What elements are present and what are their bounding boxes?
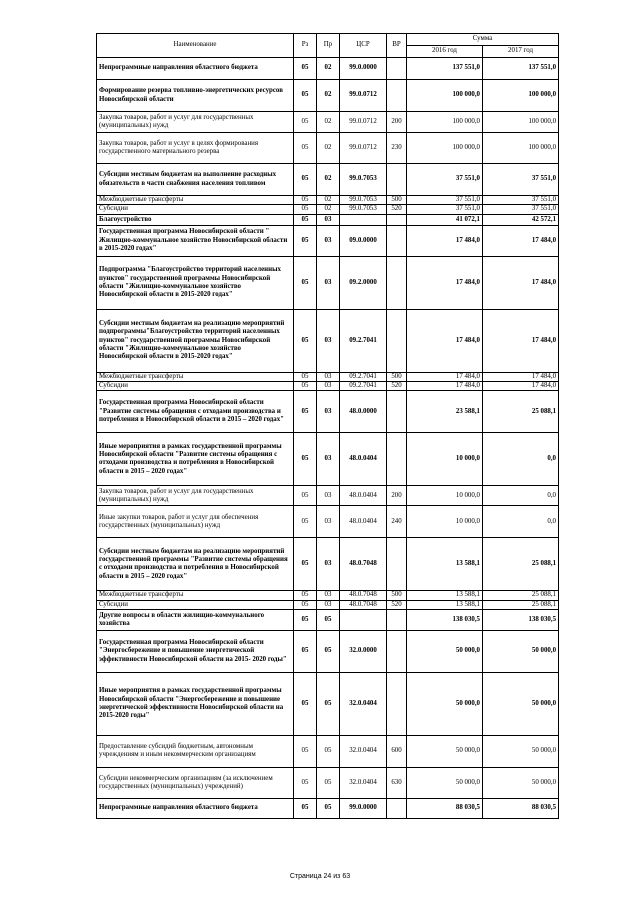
cell-csr: 48.0.7048 (340, 600, 387, 609)
cell-csr: 99.0.0000 (340, 798, 387, 818)
cell-vr (387, 798, 407, 818)
cell-name: Субсидии (97, 382, 294, 391)
cell-csr: 32.0.0404 (340, 767, 387, 798)
table-row (97, 205, 559, 214)
cell-sum-2016: 50 000,0 (407, 735, 483, 767)
table-row (97, 256, 559, 309)
cell-rz: 05 (294, 256, 317, 309)
header-pr: Пр (317, 34, 340, 58)
cell-sum-2016: 17 484,0 (407, 256, 483, 309)
cell-sum-2017: 0,0 (483, 433, 559, 486)
cell-csr: 48.0.0404 (340, 506, 387, 538)
cell-csr: 99.0.7053 (340, 205, 387, 214)
cell-vr: 520 (387, 600, 407, 609)
cell-sum-2017: 138 030,5 (483, 609, 559, 630)
cell-vr: 200 (387, 112, 407, 133)
cell-name: Межбюджетные трансферты (97, 372, 294, 381)
cell-rz: 05 (294, 80, 317, 112)
cell-vr: 600 (387, 735, 407, 767)
cell-sum-2017: 100 000,0 (483, 80, 559, 112)
cell-rz: 05 (294, 372, 317, 381)
table-row (97, 391, 559, 433)
cell-pr: 03 (317, 433, 340, 486)
table-row (97, 372, 559, 381)
cell-name: Государственная программа Новосибирской области "Энергосбережение и повышение энергетической эффективности Новосибирской области на 2015- 2020 годы" (97, 630, 294, 672)
cell-sum-2016: 17 484,0 (407, 382, 483, 391)
cell-csr: 48.0.0404 (340, 433, 387, 486)
cell-csr: 48.0.0000 (340, 391, 387, 433)
cell-rz: 05 (294, 225, 317, 256)
table-row (97, 600, 559, 609)
table-row (97, 309, 559, 372)
cell-vr (387, 80, 407, 112)
cell-sum-2016: 13 588,1 (407, 600, 483, 609)
cell-sum-2017: 17 484,0 (483, 372, 559, 381)
cell-name: Подпрограмма "Благоустройство территорий населенных пунктов" государственной программы Новосибирской области "Жилищно-коммунальное хозяйство Новосибирской области в 2015-2020 годах" (97, 256, 294, 309)
cell-pr: 02 (317, 112, 340, 133)
cell-rz: 05 (294, 767, 317, 798)
cell-rz: 05 (294, 214, 317, 225)
cell-csr: 09.2.7041 (340, 309, 387, 372)
cell-name: Благоустройство (97, 214, 294, 225)
cell-sum-2016: 37 551,0 (407, 196, 483, 205)
cell-vr: 500 (387, 591, 407, 600)
cell-pr: 03 (317, 256, 340, 309)
cell-rz: 05 (294, 133, 317, 164)
table-row (97, 767, 559, 798)
cell-vr (387, 225, 407, 256)
cell-vr: 500 (387, 196, 407, 205)
cell-sum-2016: 100 000,0 (407, 133, 483, 164)
cell-csr: 99.0.7053 (340, 164, 387, 196)
cell-csr: 99.0.0000 (340, 58, 387, 80)
header-sum: Сумма (407, 34, 559, 46)
cell-sum-2016: 10 000,0 (407, 506, 483, 538)
cell-vr (387, 391, 407, 433)
table-header (97, 34, 559, 58)
cell-rz: 05 (294, 609, 317, 630)
cell-vr: 230 (387, 133, 407, 164)
cell-pr: 03 (317, 538, 340, 591)
table-row (97, 164, 559, 196)
cell-name: Закупка товаров, работ и услуг для государственных (муниципальных) нужд (97, 112, 294, 133)
cell-pr: 02 (317, 58, 340, 80)
cell-vr (387, 256, 407, 309)
table-row (97, 735, 559, 767)
cell-rz: 05 (294, 591, 317, 600)
header-year-2017: 2017 год (483, 46, 559, 58)
table-row (97, 591, 559, 600)
cell-name: Государственная программа Новосибирской области "Развитие системы обращения с отходами производства и потребления в Новосибирской области в 2015 – 2020 годах" (97, 391, 294, 433)
cell-name: Непрограммные направления областного бюджета (97, 798, 294, 818)
cell-sum-2017: 100 000,0 (483, 112, 559, 133)
cell-rz: 05 (294, 600, 317, 609)
table-row (97, 433, 559, 486)
cell-sum-2017: 25 088,1 (483, 591, 559, 600)
cell-sum-2016: 10 000,0 (407, 433, 483, 486)
cell-sum-2016: 50 000,0 (407, 630, 483, 672)
cell-pr: 02 (317, 164, 340, 196)
cell-name: Межбюджетные трансферты (97, 196, 294, 205)
cell-rz: 05 (294, 382, 317, 391)
cell-vr (387, 58, 407, 80)
cell-sum-2017: 17 484,0 (483, 225, 559, 256)
cell-sum-2017: 0,0 (483, 506, 559, 538)
cell-sum-2016: 37 551,0 (407, 164, 483, 196)
page-footer: Страница 24 из 63 (289, 873, 351, 880)
cell-rz: 05 (294, 798, 317, 818)
cell-vr: 520 (387, 205, 407, 214)
cell-name: Субсидии (97, 205, 294, 214)
cell-name: Предоставление субсидий бюджетным, автономным учреждениям и иным некоммерческим организациям (97, 735, 294, 767)
cell-name: Иные мероприятия в рамках государственной программы Новосибирской области "Энергосбережение и повышение энергетической эффективности Новосибирской области на 2015-2020 годы" (97, 672, 294, 735)
cell-pr: 03 (317, 309, 340, 372)
cell-sum-2016: 50 000,0 (407, 767, 483, 798)
cell-csr: 48.0.0404 (340, 486, 387, 506)
cell-rz: 05 (294, 672, 317, 735)
cell-pr: 02 (317, 196, 340, 205)
header-vr: ВР (387, 34, 407, 58)
header-year-2016: 2016 год (407, 46, 483, 58)
cell-sum-2017: 25 088,1 (483, 600, 559, 609)
cell-sum-2017: 0,0 (483, 486, 559, 506)
table-row (97, 214, 559, 225)
cell-pr: 05 (317, 798, 340, 818)
cell-sum-2017: 37 551,0 (483, 164, 559, 196)
cell-vr (387, 214, 407, 225)
cell-csr: 09.2.0000 (340, 256, 387, 309)
table-row (97, 672, 559, 735)
cell-csr: 32.0.0404 (340, 735, 387, 767)
cell-name: Закупка товаров, работ и услуг для государственных (муниципальных) нужд (97, 486, 294, 506)
cell-rz: 05 (294, 433, 317, 486)
cell-sum-2017: 37 551,0 (483, 205, 559, 214)
cell-sum-2016: 41 072,1 (407, 214, 483, 225)
table-row (97, 506, 559, 538)
table-row (97, 798, 559, 818)
cell-pr: 03 (317, 382, 340, 391)
cell-sum-2017: 50 000,0 (483, 672, 559, 735)
cell-rz: 05 (294, 506, 317, 538)
cell-sum-2017: 25 088,1 (483, 391, 559, 433)
cell-pr: 02 (317, 205, 340, 214)
cell-vr (387, 164, 407, 196)
table-row (97, 112, 559, 133)
cell-name: Формирование резерва топливно-энергетических ресурсов Новосибирской области (97, 80, 294, 112)
cell-vr: 630 (387, 767, 407, 798)
cell-pr: 03 (317, 591, 340, 600)
cell-sum-2017: 37 551,0 (483, 196, 559, 205)
cell-sum-2016: 100 000,0 (407, 80, 483, 112)
cell-pr: 02 (317, 133, 340, 164)
cell-pr: 03 (317, 506, 340, 538)
cell-sum-2017: 50 000,0 (483, 735, 559, 767)
cell-pr: 05 (317, 767, 340, 798)
cell-csr: 09.2.7041 (340, 382, 387, 391)
cell-sum-2016: 137 551,0 (407, 58, 483, 80)
cell-rz: 05 (294, 58, 317, 80)
cell-pr: 03 (317, 372, 340, 381)
header-csr: ЦСР (340, 34, 387, 58)
cell-name: Другие вопросы в области жилищно-коммунального хозяйства (97, 609, 294, 630)
table-row (97, 382, 559, 391)
cell-sum-2016: 10 000,0 (407, 486, 483, 506)
cell-pr: 02 (317, 80, 340, 112)
budget-table (96, 33, 559, 819)
cell-csr (340, 214, 387, 225)
cell-sum-2016: 13 588,1 (407, 538, 483, 591)
cell-pr: 03 (317, 225, 340, 256)
cell-rz: 05 (294, 391, 317, 433)
cell-pr: 03 (317, 391, 340, 433)
cell-pr: 05 (317, 672, 340, 735)
cell-rz: 05 (294, 309, 317, 372)
cell-csr: 32.0.0404 (340, 672, 387, 735)
cell-sum-2017: 100 000,0 (483, 133, 559, 164)
cell-sum-2017: 17 484,0 (483, 382, 559, 391)
cell-pr: 05 (317, 735, 340, 767)
cell-sum-2017: 42 572,1 (483, 214, 559, 225)
cell-vr (387, 630, 407, 672)
cell-rz: 05 (294, 486, 317, 506)
header-rz: Рз (294, 34, 317, 58)
cell-csr: 48.0.7048 (340, 538, 387, 591)
cell-pr: 03 (317, 486, 340, 506)
cell-name: Непрограммные направления областного бюджета (97, 58, 294, 80)
cell-name: Субсидии местным бюджетам на реализацию мероприятий государственной программы "Развитие системы обращения с отходами производства и потребления в Новосибирской области в 2015 – 2020 годах" (97, 538, 294, 591)
cell-sum-2017: 17 484,0 (483, 256, 559, 309)
cell-sum-2016: 100 000,0 (407, 112, 483, 133)
table-row (97, 609, 559, 630)
cell-vr (387, 672, 407, 735)
cell-rz: 05 (294, 538, 317, 591)
header-name: Наименование (97, 34, 294, 58)
cell-sum-2017: 137 551,0 (483, 58, 559, 80)
table-row (97, 196, 559, 205)
cell-sum-2016: 17 484,0 (407, 225, 483, 256)
cell-name: Иные закупки товаров, работ и услуг для обеспечения государственных (муниципальных) нужд (97, 506, 294, 538)
cell-pr: 03 (317, 600, 340, 609)
cell-sum-2016: 17 484,0 (407, 309, 483, 372)
table-row (97, 538, 559, 591)
cell-sum-2017: 50 000,0 (483, 767, 559, 798)
table-row (97, 58, 559, 80)
cell-vr: 500 (387, 372, 407, 381)
table-row (97, 630, 559, 672)
cell-rz: 05 (294, 735, 317, 767)
cell-csr (340, 609, 387, 630)
cell-name: Субсидии (97, 600, 294, 609)
table-body (97, 58, 559, 819)
table-row (97, 225, 559, 256)
cell-name: Субсидии местным бюджетам на выполнение расходных обязательств в части снабжения населения топливом (97, 164, 294, 196)
cell-csr: 09.2.7041 (340, 372, 387, 381)
cell-pr: 05 (317, 609, 340, 630)
cell-pr: 03 (317, 214, 340, 225)
cell-name: Субсидии некоммерческим организациям (за исключением государственных (муниципальных) учреждений) (97, 767, 294, 798)
cell-vr (387, 433, 407, 486)
cell-name: Межбюджетные трансферты (97, 591, 294, 600)
cell-name: Закупка товаров, работ и услуг в целях формирования государственного материального резерва (97, 133, 294, 164)
cell-vr (387, 609, 407, 630)
cell-rz: 05 (294, 205, 317, 214)
cell-csr: 99.0.7053 (340, 196, 387, 205)
cell-vr (387, 538, 407, 591)
cell-csr: 32.0.0000 (340, 630, 387, 672)
cell-csr: 99.0.0712 (340, 133, 387, 164)
cell-sum-2017: 88 030,5 (483, 798, 559, 818)
cell-rz: 05 (294, 196, 317, 205)
cell-csr: 99.0.0712 (340, 80, 387, 112)
cell-sum-2016: 37 551,0 (407, 205, 483, 214)
cell-rz: 05 (294, 112, 317, 133)
cell-sum-2017: 50 000,0 (483, 630, 559, 672)
cell-vr: 520 (387, 382, 407, 391)
cell-sum-2016: 17 484,0 (407, 372, 483, 381)
cell-csr: 48.0.7048 (340, 591, 387, 600)
table-row (97, 80, 559, 112)
cell-vr: 200 (387, 486, 407, 506)
cell-sum-2016: 50 000,0 (407, 672, 483, 735)
table-row (97, 486, 559, 506)
cell-name: Субсидии местным бюджетам на реализацию мероприятий подпрограммы"Благоустройство территорий населенных пунктов" государственной программы Новосибирской области "Жилищно-коммунальное хозяйство Новосибирской области в 2015-2020 годах" (97, 309, 294, 372)
cell-vr: 240 (387, 506, 407, 538)
cell-sum-2017: 25 088,1 (483, 538, 559, 591)
cell-rz: 05 (294, 630, 317, 672)
cell-name: Иные мероприятия в рамках государственной программы Новосибирской области "Развитие системы обращения с отходами производства и потребления в Новосибирской области в 2015 – 2020 годах" (97, 433, 294, 486)
table-row (97, 133, 559, 164)
cell-pr: 05 (317, 630, 340, 672)
cell-sum-2017: 17 484,0 (483, 309, 559, 372)
cell-csr: 09.0.0000 (340, 225, 387, 256)
cell-vr (387, 309, 407, 372)
cell-sum-2016: 13 588,1 (407, 591, 483, 600)
cell-name: Государственная программа Новосибирской области " Жилищно-коммунальное хозяйство Новосибирской области в 2015-2020 годах" (97, 225, 294, 256)
cell-sum-2016: 88 030,5 (407, 798, 483, 818)
cell-csr: 99.0.0712 (340, 112, 387, 133)
cell-rz: 05 (294, 164, 317, 196)
cell-sum-2016: 23 588,1 (407, 391, 483, 433)
cell-sum-2016: 138 030,5 (407, 609, 483, 630)
